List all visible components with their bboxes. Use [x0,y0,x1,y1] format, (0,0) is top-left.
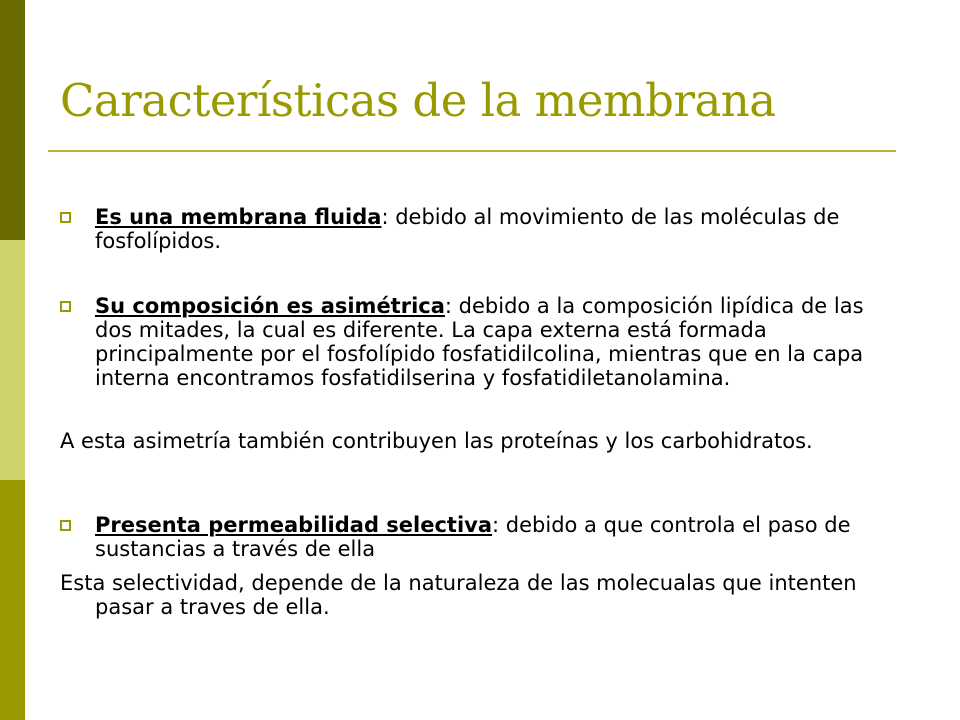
side-bar-dark [0,0,25,240]
bullet-lead: Presenta permeabilidad selectiva [95,513,493,537]
square-bullet-icon [60,301,71,312]
bullet-text: : debido al movimiento de las moléculas de fosfolípidos. [95,205,840,253]
bullet-text: : debido a que controla el paso de sustancias a través de ella [95,513,851,561]
side-bar-olive [0,480,25,720]
title-divider [48,150,896,152]
square-bullet-icon [60,520,71,531]
note-asymmetry: A esta asimetría también contribuyen las proteínas y los carbohidratos. [60,429,813,453]
bullet-point-asymmetric [60,294,900,390]
side-bar-light [0,240,25,480]
square-bullet-icon [60,212,71,223]
bullet-point-fluid [60,205,900,253]
bullet-lead: Es una membrana fluida [95,205,382,229]
note-selectivity: Esta selectividad, depende de la naturaleza de las molecualas que intenten pasar a traves de ella. [60,571,857,619]
bullet-point-permeability [60,513,900,561]
bullet-lead: Su composición es asimétrica [95,294,445,318]
slide-title: Características de la membrana [60,74,776,127]
bullet-text: : debido a la composición lipídica de las dos mitades, la cual es diferente. La capa externa está formada principalmente por el fosfolípido fosfatidilcolina, mientras que en la capa interna encontramos fosfatidilserina y fosfatidiletanolamina. [95,294,864,390]
